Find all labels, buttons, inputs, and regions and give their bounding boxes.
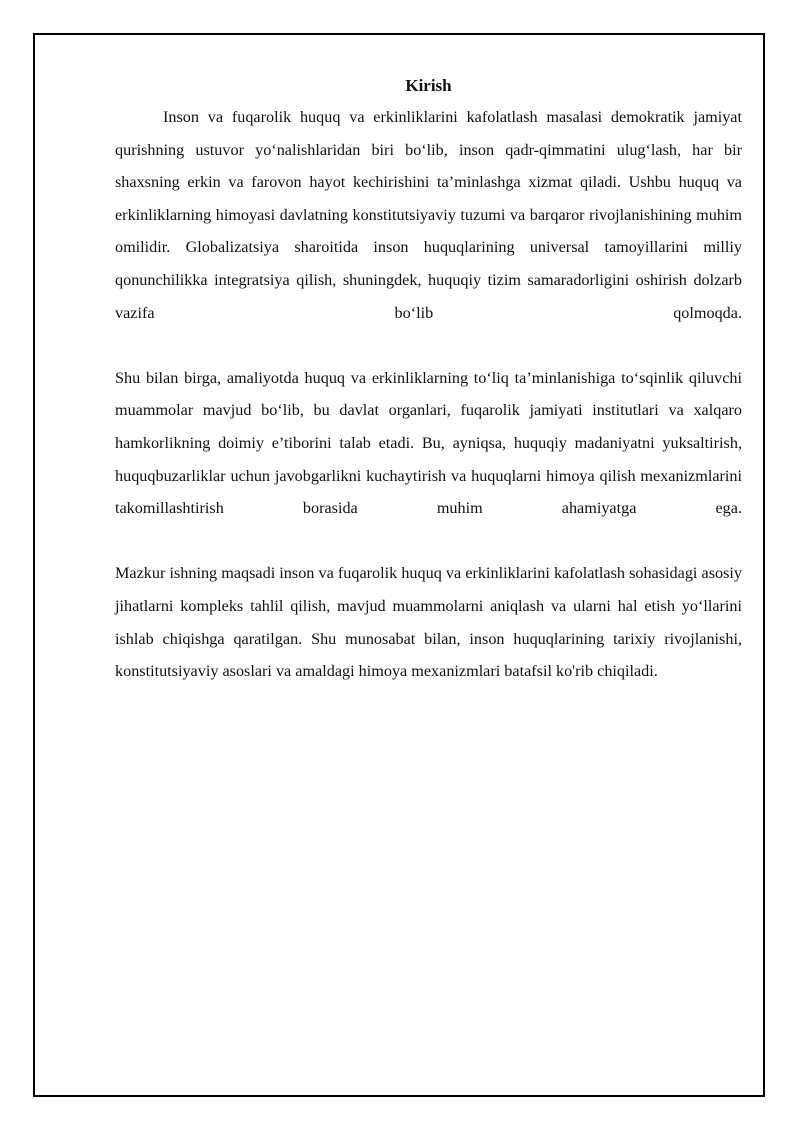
paragraph-3: Mazkur ishning maqsadi inson va fuqarolik huquq va erkinliklarini kafolatlash sohasidagi asosiy jihatlarni kompleks tahlil qilish, mavjud muammolarni aniqlash va ularni hal etish yo‘llarini ishlab chiqishga qaratilgan. Shu munosabat bilan, inson huquqlarining tarixiy rivojlanishi, konstitutsiyaviy asoslari va amaldagi himoya mexanizmlari batafsil ko'rib chiqiladi. (115, 564, 742, 681)
document-body (115, 74, 742, 688)
document-title: Kirish (405, 76, 452, 95)
paragraph-2: Shu bilan birga, amaliyotda huquq va erkinliklarning to‘liq ta’minlanishiga to‘sqinlik qiluvchi muammolar mavjud bo‘lib, bu davlat organlari, fuqarolik jamiyati institutlari va xalqaro hamkorlikning doimiy e’tiborini talab etadi. Bu, ayniqsa, huquqiy madaniyatni yuksaltirish, huquqbuzarliklar uchun javobgarlikni kuchaytirish va huquqlarni himoya qilish mexanizmlarini takomillashtirish borasida muhim ahamiyatga ega. (115, 368, 742, 518)
paragraph-1: Inson va fuqarolik huquq va erkinliklarini kafolatlash masalasi demokratik jamiyat qurishning ustuvor yo‘nalishlaridan biri bo‘lib, inson qadr-qimmatini ulug‘lash, har bir shaxsning erkin va farovon hayot kechirishini ta’minlashga xizmat qiladi. Ushbu huquq va erkinliklarning himoyasi davlatning konstitutsiyaviy tuzumi va barqaror rivojlanishining muhim omilidir. Globalizatsiya sharoitida inson huquqlarining universal tamoyillarini milliy qonunchilikka integratsiya qilish, shuningdek, huquqiy tizim samaradorligini oshirish dolzarb vazifa bo‘lib qolmoqda. (115, 108, 742, 322)
paragraph-spacer (115, 329, 742, 362)
paragraph-spacer (115, 525, 742, 558)
